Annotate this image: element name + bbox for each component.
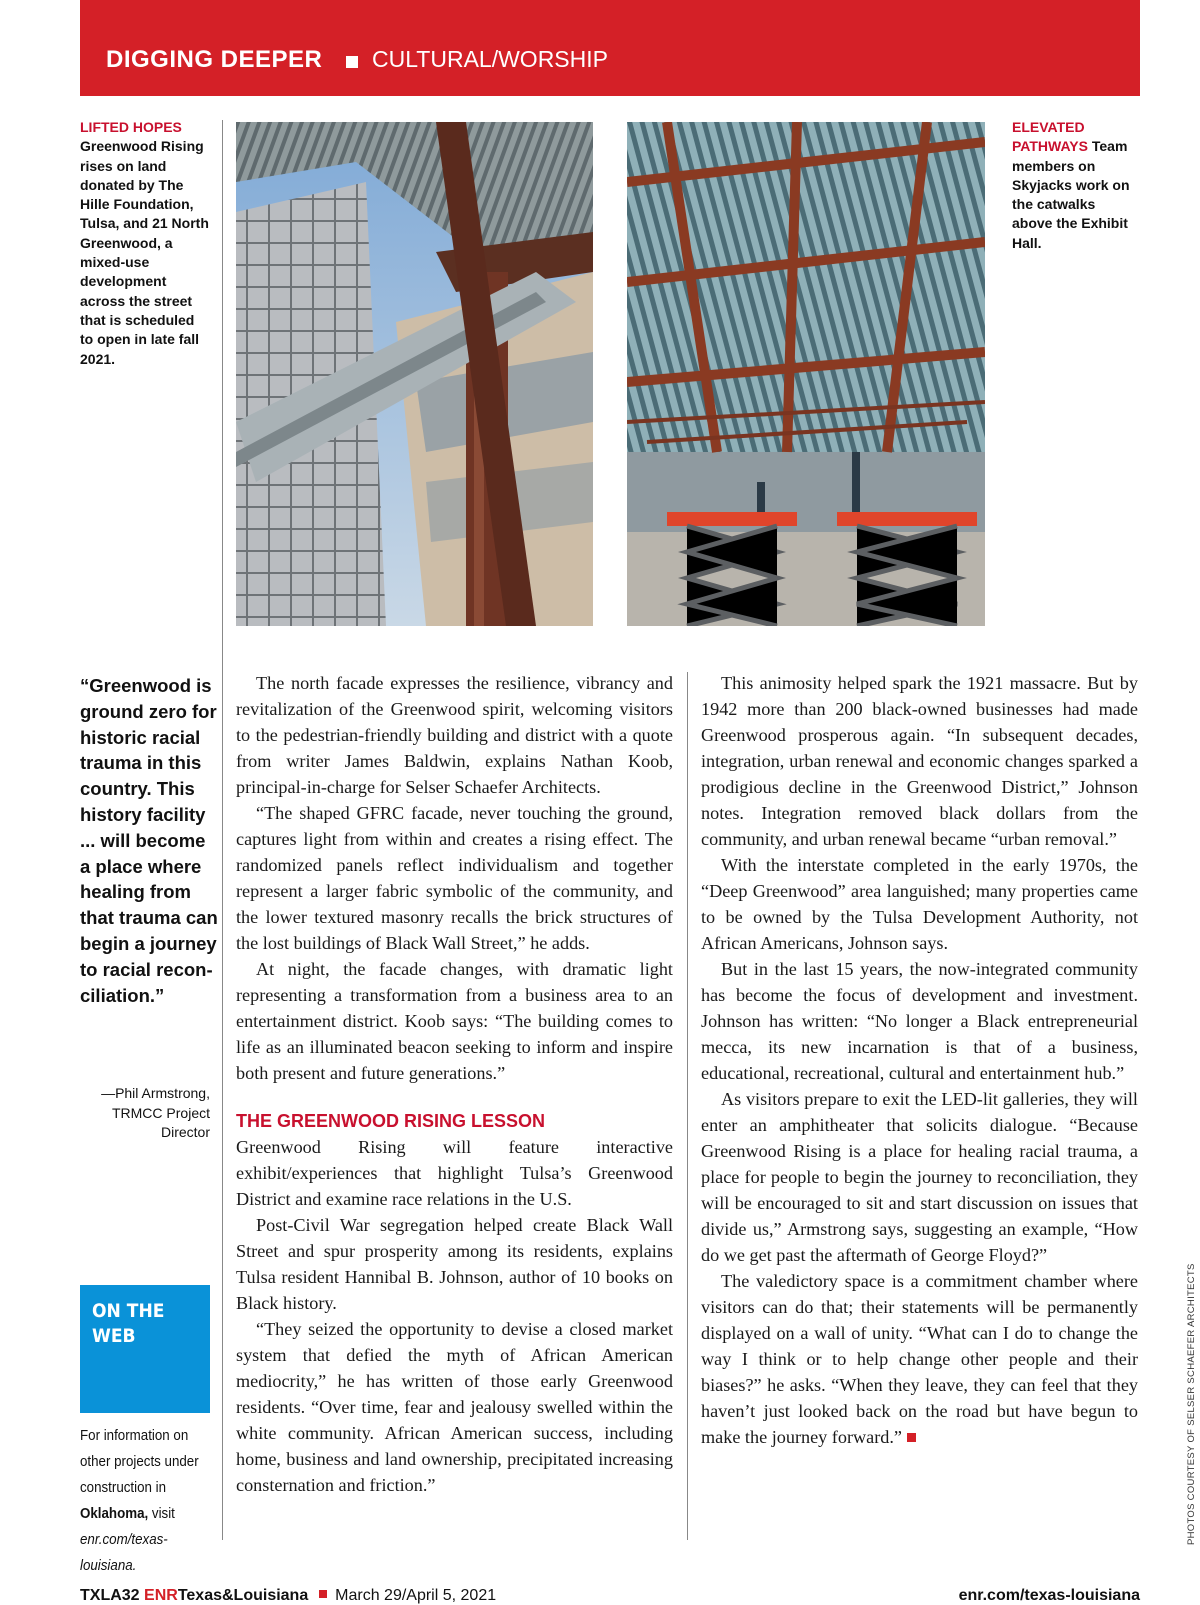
web-info-state: Oklahoma, [80,1506,149,1522]
footer-url[interactable]: enr.com/texas-louisiana [958,1587,1140,1604]
section-banner [80,0,1140,96]
article-paragraph: As visitors prepare to exit the LED-lit galleries, they will enter an amphitheater that solicits dialogue. “Because Greenwood Rising is a place for healing racial trauma, a place for people to begin the journey to reconciliation, they will be encouraged to sit and start discussion on issues that divide us,” Armstrong says, suggesting an example, “How do we get past the aftermath of George Floyd?” [701,1089,1138,1265]
article-paragraph: But in the last 15 years, the now-integrated community has become the focus of development and investment. Johnson has written: “No longer a Black entrepreneurial mecca, its new incarnation is that of a business, educational, recreational, cultural and entertainment hub.” [701,959,1138,1083]
article-paragraph: The north facade expresses the resilience, vibrancy and revitalization of the Greenwood spirit, welcoming visitors to the pedestrian-friendly building and district with a quote from writer James Baldwin, explains Nathan Koob, principal-in-charge for Selser Schaefer Architects. [236,673,673,797]
article-column-2 [701,670,1138,1450]
pull-quote: “Greenwood is ground zero for historic racial trauma in this country. This history facility ... will become a place where healing from that trauma can begin a journey to racial recon-ciliation.” [80,675,218,1006]
article-paragraph: At night, the facade changes, with dramatic light representing a transformation from a business area to an entertainment district. Koob says: “The building comes to life as an illuminated beacon seeking to inform and inspire both present and future generations.” [236,959,673,1083]
on-the-web-info [80,1423,218,1579]
quote-author: —Phil Armstrong, [101,1085,210,1101]
article-paragraph: “They seized the opportunity to devise a closed market system that defied the myth of African American mediocrity,” he has written of those early Greenwood residents. “Over time, fear and jealousy swelled within the white community. African American success, including home, business and land ownership, precipitated increasing consternation and friction.” [236,1319,673,1495]
end-mark [907,1433,916,1442]
article-paragraph: With the interstate completed in the early 1970s, the “Deep Greenwood” area languished; many properties came to be owned by the Tulsa Development Authority, not African Americans, Johnson says. [701,855,1138,953]
on-the-web-title: ON THE WEB [92,1300,165,1347]
column-divider-right [687,672,688,1540]
photo-steel-frame [236,122,593,626]
article-paragraph [701,1268,1138,1450]
article-subhead: THE GREENWOOD RISING LESSON [236,1111,546,1131]
web-info-visit: visit [151,1506,175,1522]
brand-logo: ENR [144,1587,178,1604]
web-info-text: For information on other projects under construction in [80,1428,199,1496]
quote-author-role: TRMCC Project Director [111,1104,210,1140]
caption-heading: LIFTED HOPES [80,119,182,135]
caption-heading: ELEVATED PATHWAYS [1012,119,1088,155]
caption-text: Team members on Skyjacks work on the catwalks above the Exhibit Hall. [1012,138,1130,251]
issue-date: March 29/April 5, 2021 [335,1587,497,1604]
article-paragraph: Greenwood Rising will feature interactive exhibit/experiences that highlight Tulsa’s Greenwood District and examine race relations in the U.S. [236,1137,673,1209]
article-column-1 [236,670,673,1498]
web-info-link[interactable]: enr.com/texas-louisiana. [80,1532,168,1574]
photo-catwalk-skyjacks [627,122,985,626]
page-number: TXLA32 [80,1587,140,1604]
banner-separator [346,56,358,68]
article-paragraph: This animosity helped spark the 1921 massacre. But by 1942 more than 200 black-owned businesses had made Greenwood prosperous again. “In subsequent decades, integration, urban renewal and economic changes sparked a prodigious decline in the Greenwood District,” Johnson notes. Integration removed black dollars from the community, and urban renewal became “urban removal.” [701,673,1138,849]
section-category: CULTURAL/WORSHIP [372,46,608,72]
footer-separator [319,1590,327,1598]
article-closing-text: The valedictory space is a commitment chamber where visitors can do that; their statements will be permanently displayed on a wall of unity. “What can I do to change the way I think or to help change other people and their biases?” he asks. “When they leave, they can feel that they haven’t just looked back on the road but have begun to make the journey forward.” [701,1271,1138,1447]
photo-credit: PHOTOS COURTESY OF SELSER SCHAEFER ARCHITECTS [1186,1263,1197,1545]
caption-lifted-hopes [80,118,210,369]
article-paragraph: Post-Civil War segregation helped create Black Wall Street and spur prosperity among its residents, explains Tulsa resident Hannibal B. Johnson, author of 10 books on Black history. [236,1215,673,1313]
pull-quote-attribution [80,1084,210,1143]
section-title: DIGGING DEEPER [106,46,323,73]
edition-name: Texas&Louisiana [177,1587,309,1604]
footer-folio [80,1587,496,1605]
on-the-web-box [80,1285,210,1413]
caption-elevated-pathways [1012,118,1137,253]
article-paragraph: “The shaped GFRC facade, never touching the ground, captures light from within and creates a rising effect. The randomized panels reflect individualism and together represent a larger fabric symbolic of the community, and the lower textured masonry recalls the brick structures of the lost buildings of Black Wall Street,” he adds. [236,803,673,953]
column-divider-left [222,120,223,1540]
caption-text: Greenwood Rising rises on land donated by The Hille Foundation, Tulsa, and 21 North Greenwood, a mixed-use development across the street that is scheduled to open in late fall 2021. [80,138,209,367]
